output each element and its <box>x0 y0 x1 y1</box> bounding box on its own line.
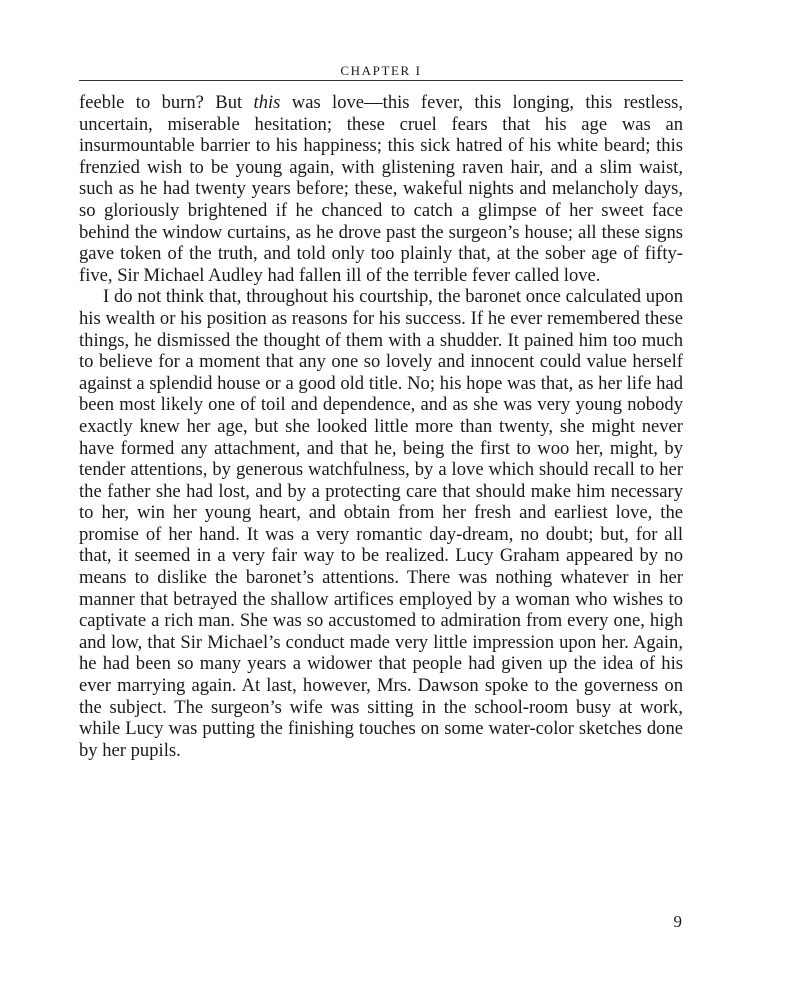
paragraph-1-text-end: was love—this fever, this longing, this restless, uncertain, miserable hesitation; these cruel fears that his age was an insurmountable barrier to his happiness; this sick hatred of his white beard; this frenzied wish to be young again, with glistening raven hair, and a slim waist, such as he had twenty years before; these, wakeful nights and melancholy days, so gloriously brightened if he chanced to catch a glimpse of her sweet face behind the window curtains, as he drove past the surgeon’s house; all these signs gave token of the truth, and told only too plainly that, at the sober age of fifty-five, Sir Michael Audley had fallen ill of the terrible fever called love. <box>79 92 683 286</box>
paragraph-2: I do not think that, throughout his courtship, the baronet once calculated upon his wealth or his position as reasons for his success. If he ever remembered these things, he dismissed the thought of them with a shudder. It pained him too much to believe for a moment that any one so lovely and innocent could value herself against a splendid house or a good old title. No; his hope was that, as her life had been most likely one of toil and dependence, and as she was very young nobody exactly knew her age, but she looked little more than twenty, she might never have formed any attachment, and that he, being the first to woo her, might, by tender attentions, by generous watchfulness, by a love which should recall to her the father she had lost, and by a protecting care that should make him necessary to her, win her young heart, and obtain from her fresh and earliest love, the promise of her hand. It was a very romantic day-dream, no doubt; but, for all that, it seemed in a very fair way to be realized. Lucy Graham appeared by no means to dislike the baronet’s attentions. There was nothing whatever in her manner that betrayed the shallow artifices employed by a woman who wishes to captivate a rich man. She was so accustomed to admiration from every one, high and low, that Sir Michael’s conduct made very little impression upon her. Again, he had been so many years a widower that people had given up the idea of his ever marrying again. At last, however, Mrs. Dawson spoke to the governess on the subject. The surgeon’s wife was sitting in the school-room busy at work, while Lucy was putting the finishing touches on some water-color sketches done by her pupils. <box>79 286 683 761</box>
header-rule <box>79 80 683 81</box>
italic-emphasis: this <box>253 92 281 113</box>
page-number: 9 <box>673 912 682 931</box>
running-head: CHAPTER I <box>340 63 422 78</box>
paragraph-1-text-start: feeble to burn? But <box>79 92 254 113</box>
paragraph-1 <box>79 92 683 286</box>
body-text <box>79 92 683 761</box>
